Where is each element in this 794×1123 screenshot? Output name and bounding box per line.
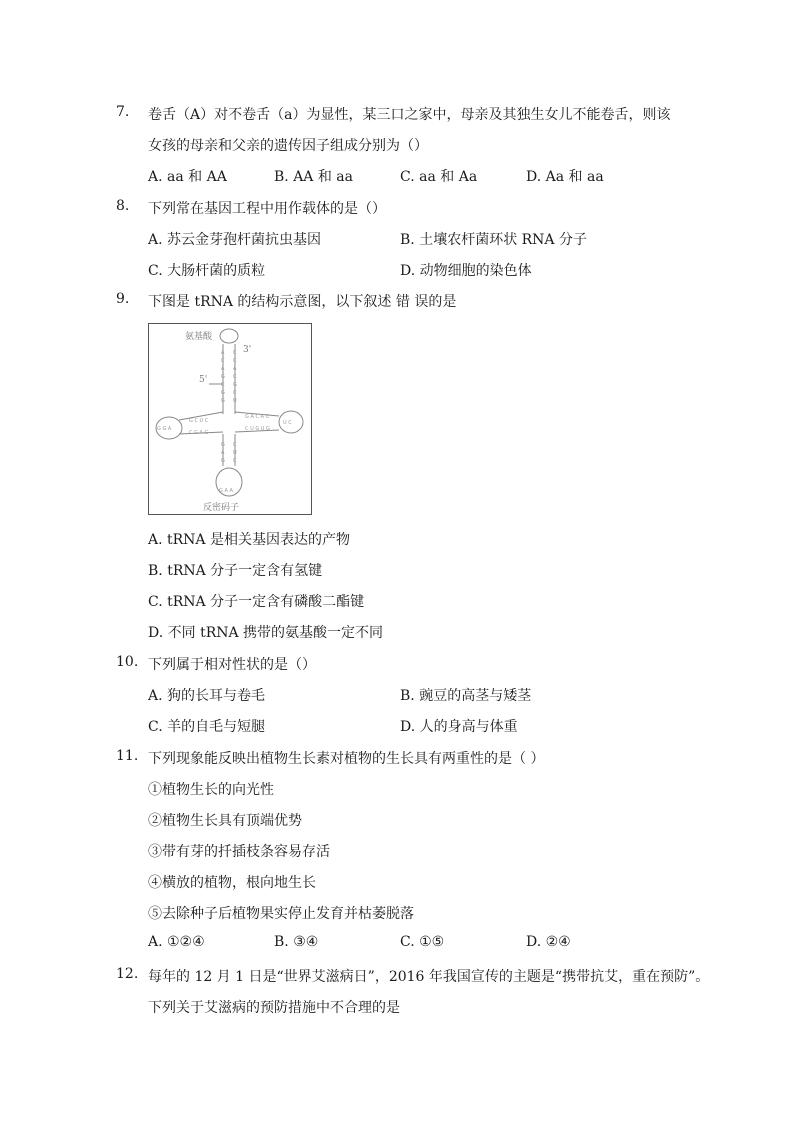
option-d: D. 动物细胞的染色体	[400, 263, 532, 279]
option-c: C. aa 和 Aa	[400, 169, 478, 185]
svg-text:C: C	[233, 374, 237, 380]
svg-text:G: G	[221, 390, 225, 396]
option-d: D. Aa 和 aa	[526, 169, 604, 185]
question-number: 8.	[116, 198, 130, 214]
question-stem: 下列现象能反映出植物生长素对植物的生长具有两重性的是（ ）	[148, 751, 545, 767]
question-stem: 下列常在基因工程中用作载体的是（）	[148, 201, 386, 217]
statement-4: ④横放的植物，根向地生长	[148, 875, 316, 891]
svg-text:G C U C: G C U C	[189, 418, 209, 424]
option-a: A. 狗的长耳与卷毛	[148, 688, 266, 704]
option-c: C. 大肠杆菌的质粒	[148, 263, 266, 279]
svg-text:U: U	[233, 450, 237, 456]
svg-text:C G A G: C G A G	[189, 430, 209, 436]
five-prime-label: 5'	[199, 375, 208, 385]
svg-text:A: A	[221, 366, 225, 372]
svg-text:G: G	[221, 458, 225, 464]
question-stem-cont: 女孩的母亲和父亲的遗传因子组成分别为（）	[148, 138, 428, 154]
question-stem: 下列属于相对性状的是（）	[148, 657, 316, 673]
svg-text:C: C	[221, 382, 225, 388]
question-number: 12.	[116, 966, 139, 982]
option-b: B. tRNA 分子一定含有氢键	[148, 563, 323, 579]
option-b: B. 土壤农杆菌环状 RNA 分子	[400, 232, 587, 248]
statement-1: ①植物生长的向光性	[148, 782, 274, 798]
option-d: D. 人的身高与体重	[400, 719, 518, 735]
option-d: D. ②④	[526, 934, 571, 950]
question-number: 11.	[116, 748, 139, 764]
svg-text:C: C	[233, 350, 237, 356]
three-prime-label: 3'	[243, 345, 252, 355]
option-b: B. AA 和 aa	[274, 169, 354, 185]
statement-5: ⑤去除种子后植物果实停止发育并枯萎脱落	[148, 906, 414, 922]
anticodon-label: 反密码子	[203, 503, 240, 513]
svg-text:C: C	[233, 390, 237, 396]
svg-text:G A A: G A A	[219, 488, 233, 494]
statement-2: ②植物生长具有顶端优势	[148, 813, 302, 829]
option-a: A. 苏云金芽孢杆菌抗虫基因	[148, 232, 322, 248]
statement-3: ③带有芽的扦插枝条容易存活	[148, 844, 330, 860]
option-c: C. ①⑤	[400, 934, 445, 950]
svg-text:G A C A C: G A C A C	[245, 414, 270, 420]
svg-text:A: A	[233, 366, 237, 372]
question-number: 9.	[116, 291, 130, 307]
question-stem: 每年的 12 月 1 日是“世界艾滋病日”，2016 年我国宣传的主题是“携带抗艾，重在预防”。	[148, 969, 710, 985]
option-a: A. tRNA 是相关基因表达的产物	[148, 532, 350, 548]
svg-text:G: G	[221, 442, 225, 448]
option-a: A. ①②④	[148, 934, 205, 950]
svg-text:C: C	[233, 458, 237, 464]
option-b: B. 豌豆的高茎与矮茎	[400, 688, 532, 704]
question-stem: 卷舌（A）对不卷舌（a）为显性，某三口之家中，母亲及其独生女儿不能卷舌，则该	[148, 107, 671, 123]
question-stem-cont: 下列关于艾滋病的预防措施中不合理的是	[148, 1000, 400, 1016]
option-c: C. 羊的自毛与短腿	[148, 719, 266, 735]
option-c: C. tRNA 分子一定含有磷酸二酯键	[148, 594, 365, 610]
svg-text:C U G U G: C U G U G	[245, 426, 270, 432]
option-a: A. aa 和 AA	[148, 169, 227, 185]
svg-text:U: U	[233, 398, 237, 404]
question-stem: 下图是 tRNA 的结构示意图，以下叙述 错 误的是	[148, 294, 457, 310]
svg-text:A: A	[221, 350, 225, 356]
svg-text:G: G	[221, 374, 225, 380]
option-b: B. ③④	[274, 934, 319, 950]
svg-text:G: G	[233, 382, 237, 388]
option-d: D. 不同 tRNA 携带的氨基酸一定不同	[148, 625, 384, 641]
question-number: 10.	[116, 654, 139, 670]
svg-text:G: G	[221, 398, 225, 404]
trna-structure-figure	[148, 323, 312, 515]
svg-text:U C: U C	[283, 420, 292, 426]
amino-acid-label: 氨基酸	[185, 332, 213, 342]
svg-text:A: A	[221, 450, 225, 456]
svg-text:C: C	[233, 442, 237, 448]
svg-text:C: C	[221, 358, 225, 364]
svg-text:G G A: G G A	[157, 426, 172, 432]
question-number: 7.	[116, 104, 130, 120]
svg-text:C: C	[233, 358, 237, 364]
